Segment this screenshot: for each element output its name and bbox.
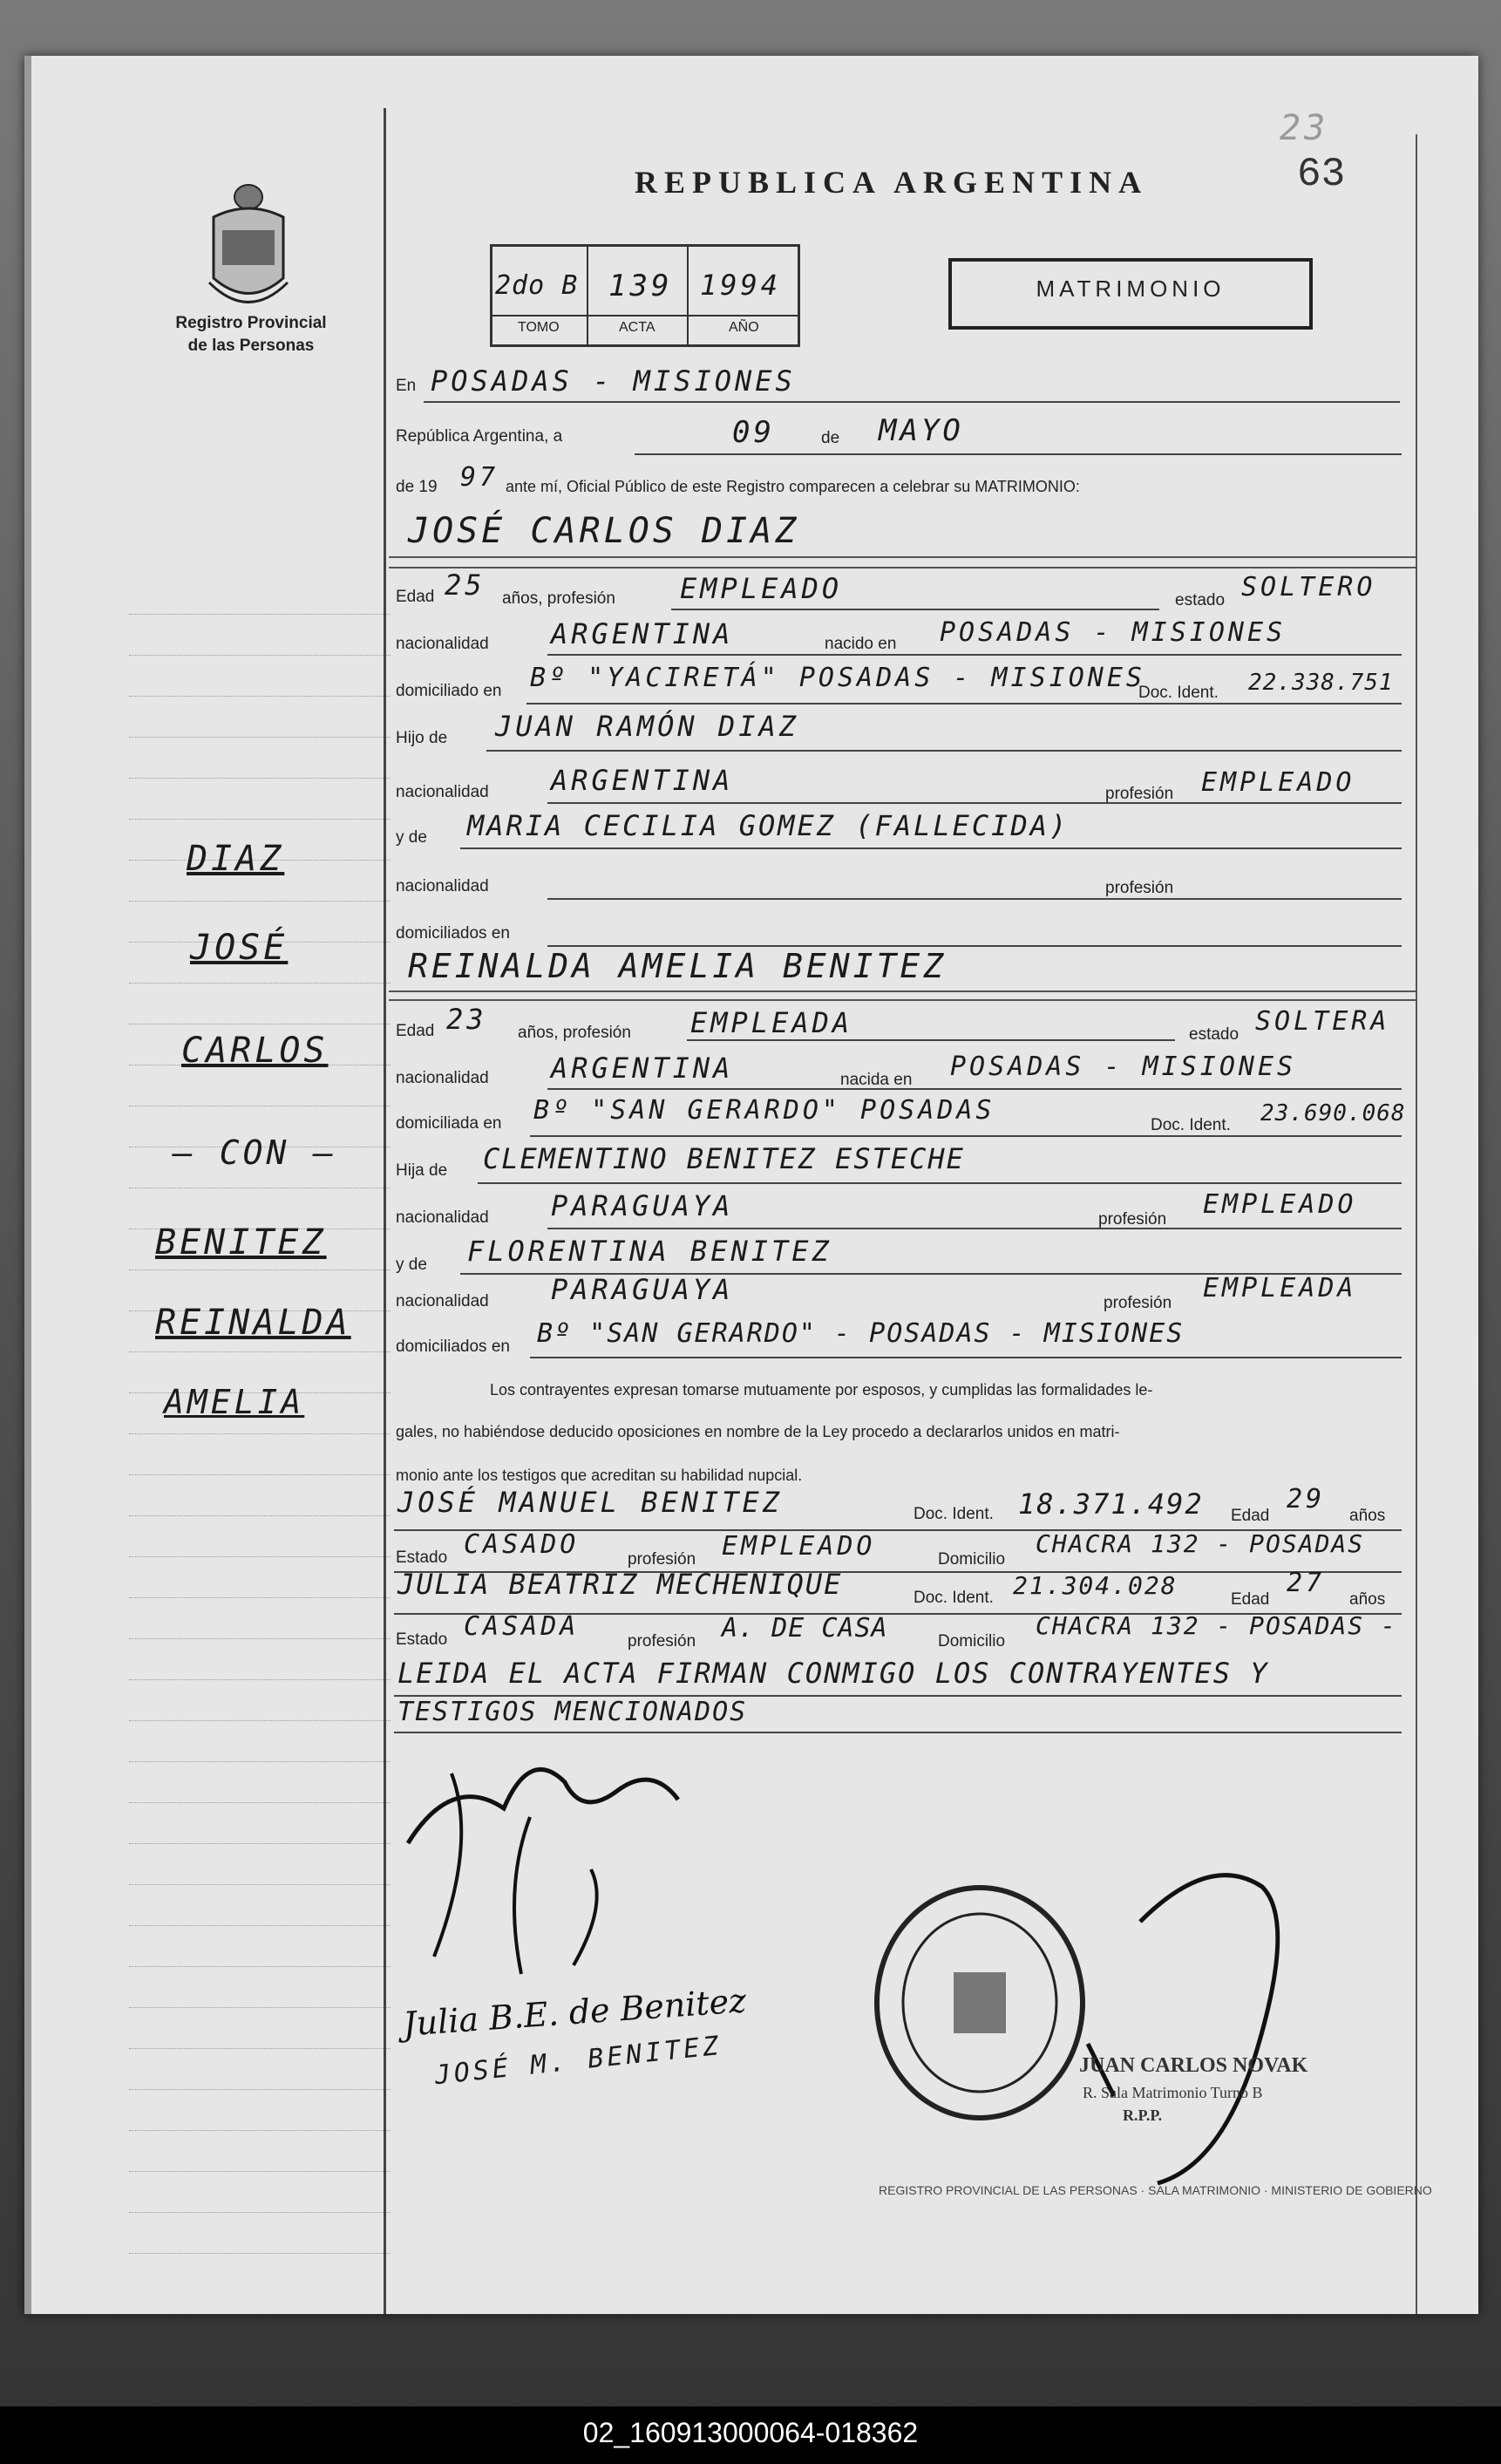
year-suffix: 97	[460, 462, 499, 493]
witness2-anos-label: años	[1349, 1590, 1386, 1609]
tomo-label-row-line	[490, 315, 798, 317]
bride-address-underline	[530, 1135, 1402, 1137]
anio-value: 1994	[700, 269, 782, 302]
witness1-domicilio-label: Domicilio	[938, 1550, 1006, 1569]
margin-ruled-line	[129, 1802, 391, 1803]
official-name: JUAN CARLOS NOVAK	[1079, 2054, 1308, 2077]
margin-ruled-line	[129, 1925, 391, 1926]
legal-text-line-1: Los contrayentes expresan tomarse mutuamente por esposos, y cumplidas las formalidades le-	[490, 1381, 1153, 1399]
margin-ruled-line	[129, 1761, 391, 1762]
groom-father-underline	[486, 750, 1402, 752]
en-label: En	[396, 377, 417, 395]
margin-ruled-line	[129, 819, 391, 820]
bride-estado-label: estado	[1189, 1025, 1240, 1044]
registry-line-1: Registro Provincial	[175, 314, 327, 332]
bride-mother-prof-label: profesión	[1104, 1294, 1172, 1312]
groom-father-profession: EMPLEADO	[1201, 767, 1355, 798]
bride-anos-profesion-label: años, profesión	[518, 1024, 631, 1042]
groom-edad-label: Edad	[396, 588, 435, 606]
witness1-prof-label: profesión	[628, 1550, 696, 1569]
bride-birth-label: nacida en	[840, 1071, 913, 1089]
margin-ruled-line	[129, 901, 391, 902]
bride-edad-label: Edad	[396, 1022, 435, 1040]
groom-father-nationality: ARGENTINA	[551, 764, 734, 797]
bride-domiciliados-underline	[530, 1357, 1402, 1358]
margin-ruled-line	[129, 1638, 391, 1639]
margin-ruled-line	[129, 2048, 391, 2049]
de-label: de	[821, 429, 840, 447]
margin-name-4: BENITEZ	[155, 1222, 327, 1263]
margin-ruled-line	[129, 1474, 391, 1475]
register-page	[24, 56, 1478, 2314]
republica-label: República Argentina, a	[396, 427, 563, 446]
bride-mother-nat-label: nacionalidad	[396, 1292, 489, 1310]
witness1-doc-label: Doc. Ident.	[914, 1505, 994, 1523]
place-value: POSADAS - MISIONES	[431, 364, 796, 398]
footer-id: 02_160913000064-018362	[582, 2417, 919, 2448]
witness2-edad-label: Edad	[1231, 1590, 1270, 1609]
bride-name: REINALDA AMELIA BENITEZ	[408, 947, 947, 985]
witness1-status: CASADO	[464, 1529, 580, 1560]
groom-birth-label: nacido en	[825, 635, 897, 653]
tomo-divider-2	[687, 244, 689, 344]
groom-mother-nat-label: nacionalidad	[396, 877, 489, 895]
groom-doc-label: Doc. Ident.	[1138, 684, 1219, 702]
margin-ruled-line	[129, 1966, 391, 1967]
margin-ruled-line	[129, 1597, 391, 1598]
date-underline	[635, 453, 1402, 455]
margin-ruled-line	[129, 655, 391, 656]
margin-ruled-line	[129, 614, 391, 615]
margin-ruled-line	[129, 2253, 391, 2254]
bride-mother-nationality: PARAGUAYA	[551, 1273, 734, 1306]
bride-name-rule	[389, 990, 1417, 992]
margin-name-1: JOSÉ	[190, 928, 289, 968]
margin-ruled-line	[129, 1843, 391, 1844]
page-number-old: 23	[1280, 108, 1329, 148]
margin-ruled-line	[129, 2089, 391, 2090]
official-title: R. Sala Matrimonio Turno B	[1083, 2084, 1263, 2101]
bride-parents-address: Bº "SAN GERARDO" - POSADAS - MISIONES	[537, 1318, 1185, 1349]
groom-profession: EMPLEADO	[680, 572, 843, 605]
witness2-estado-label: Estado	[396, 1630, 448, 1649]
bride-father-nationality: PARAGUAYA	[551, 1189, 734, 1222]
legal-text-line-2: gales, no habiéndose deducido oposiciones en nombre de la Ley procedo a declararlos unidos en matri-	[396, 1423, 1120, 1440]
bride-section-top-rule	[389, 999, 1417, 1001]
witness1-doc: 18.371.492	[1018, 1487, 1204, 1521]
day-value: 09	[732, 415, 775, 450]
witness-signature-1: Julia B.E. de Benitez	[401, 1981, 748, 2044]
page-number: 63	[1297, 152, 1346, 197]
bride-domiciliados-label: domiciliados en	[396, 1338, 510, 1356]
groom-birth-underline	[547, 654, 1402, 656]
margin-ruled-line	[129, 778, 391, 779]
bride-doc: 23.690.068	[1260, 1100, 1406, 1126]
registry-line-2: de las Personas	[187, 337, 315, 355]
month-value: MAYO	[879, 413, 964, 448]
groom-address-underline	[526, 703, 1402, 704]
groom-mother-underline	[460, 847, 1402, 849]
place-underline	[424, 401, 1400, 403]
groom-name: JOSÉ CARLOS DIAZ	[408, 511, 800, 551]
witness2-address: CHACRA 132 - POSADAS -	[1036, 1611, 1397, 1640]
margin-ruled-line	[129, 1269, 391, 1270]
bride-status: SOLTERA	[1255, 1006, 1390, 1037]
margin-name-6: AMELIA	[164, 1383, 305, 1421]
bride-age: 23	[446, 1003, 487, 1036]
bride-nationality-label: nacionalidad	[396, 1069, 489, 1087]
margin-ruled-line	[129, 2212, 391, 2213]
bride-birth-underline	[547, 1088, 1402, 1090]
page-left-edge	[24, 56, 31, 2314]
margin-ruled-line	[129, 737, 391, 738]
official-org: R.P.P.	[1123, 2107, 1163, 2124]
margin-ruled-line	[129, 1515, 391, 1516]
witness1-age: 29	[1287, 1484, 1326, 1514]
groom-estado-label: estado	[1175, 591, 1226, 609]
closing-line-1: LEIDA EL ACTA FIRMAN CONMIGO LOS CONTRAYENTES Y	[397, 1657, 1269, 1690]
acta-value: 139	[608, 269, 673, 303]
witness1-estado-label: Estado	[396, 1549, 448, 1567]
bride-doc-label: Doc. Ident.	[1151, 1116, 1231, 1134]
groom-profession-underline	[671, 609, 1159, 610]
margin-ruled-line	[129, 1679, 391, 1680]
groom-father-nat-underline	[547, 802, 1402, 804]
acta-label: ACTA	[619, 320, 655, 335]
closing-line-2: TESTIGOS MENCIONADOS	[397, 1697, 748, 1727]
groom-age: 25	[445, 568, 486, 602]
groom-yde-label: y de	[396, 828, 427, 847]
witness2-domicilio-label: Domicilio	[938, 1632, 1006, 1651]
bride-father-nat-underline	[547, 1228, 1402, 1229]
bride-mother: FLORENTINA BENITEZ	[467, 1235, 832, 1268]
groom-mother-prof-label: profesión	[1105, 879, 1174, 897]
groom-hijo-label: Hijo de	[396, 729, 448, 747]
groom-nationality-label: nacionalidad	[396, 635, 489, 653]
legal-text-line-3: monio ante los testigos que acreditan su habilidad nupcial.	[396, 1467, 803, 1484]
bride-birthplace: POSADAS - MISIONES	[950, 1052, 1297, 1082]
official-signature	[1036, 1834, 1349, 2201]
doc-type-label: MATRIMONIO	[1036, 276, 1226, 302]
right-frame-line	[1416, 134, 1417, 2314]
groom-mother: MARIA CECILIA GOMEZ (FALLECIDA)	[467, 809, 1070, 842]
witness2-doc: 21.304.028	[1013, 1571, 1178, 1600]
groom-nationality: ARGENTINA	[551, 617, 734, 650]
bride-hija-label: Hija de	[396, 1161, 448, 1180]
witness1-name: JOSÉ MANUEL BENITEZ	[397, 1486, 784, 1519]
margin-ruled-line	[129, 983, 391, 984]
margin-ruled-line	[129, 2171, 391, 2172]
groom-status: SOLTERO	[1241, 572, 1376, 602]
witness1-address: CHACRA 132 - POSADAS	[1036, 1529, 1365, 1558]
bride-yde-label: y de	[396, 1256, 427, 1274]
signature-groom	[399, 1712, 713, 2000]
margin-ruled-line	[129, 1884, 391, 1885]
margin-name-5: REINALDA	[155, 1303, 351, 1343]
groom-mother-nat-underline	[547, 898, 1402, 900]
bride-father-underline	[478, 1182, 1402, 1184]
tomo-label: TOMO	[518, 320, 560, 335]
registry-label	[164, 312, 338, 357]
witness1-anos-label: años	[1349, 1507, 1386, 1525]
groom-anos-profesion-label: años, profesión	[502, 589, 615, 608]
witness2-status: CASADA	[464, 1611, 580, 1642]
seal-text: REGISTRO PROVINCIAL DE LAS PERSONAS · SALA MATRIMONIO · MINISTERIO DE GOBIERNO	[879, 2183, 1432, 2197]
bride-mother-profession: EMPLEADA	[1203, 1273, 1357, 1303]
groom-name-rule	[389, 556, 1417, 558]
bride-father: CLEMENTINO BENITEZ ESTECHE	[483, 1142, 965, 1175]
margin-name-2: CARLOS	[181, 1031, 329, 1071]
bride-father-profession: EMPLEADO	[1203, 1189, 1357, 1220]
bride-father-nat-label: nacionalidad	[396, 1208, 489, 1227]
witness2-name: JULIA BEATRIZ MECHENIQUE	[397, 1568, 843, 1601]
witness2-doc-label: Doc. Ident.	[914, 1589, 994, 1607]
bride-nationality: ARGENTINA	[551, 1052, 734, 1085]
tomo-divider-1	[587, 244, 588, 344]
margin-name-0: DIAZ	[187, 839, 285, 879]
witness2-profession: A. DE CASA	[722, 1613, 888, 1644]
groom-father-nat-label: nacionalidad	[396, 783, 489, 801]
margin-ruled-line	[129, 2007, 391, 2008]
bride-address-label: domiciliada en	[396, 1114, 502, 1133]
anio-label: AÑO	[729, 320, 759, 335]
groom-domiciliados-label: domiciliados en	[396, 924, 510, 943]
tomo-value: 2do B	[495, 270, 579, 301]
country-title: REPUBLICA ARGENTINA	[635, 165, 1149, 200]
witness2-prof-label: profesión	[628, 1632, 696, 1651]
margin-ruled-line	[129, 1351, 391, 1352]
groom-address-label: domiciliado en	[396, 682, 502, 700]
bride-father-prof-label: profesión	[1098, 1210, 1167, 1229]
bride-profession-underline	[687, 1039, 1175, 1041]
margin-ruled-line	[129, 696, 391, 697]
groom-birthplace: POSADAS - MISIONES	[940, 617, 1287, 648]
year-prefix: de 19	[396, 478, 438, 496]
margin-ruled-line	[129, 1720, 391, 1721]
witness1-profession: EMPLEADO	[722, 1531, 876, 1562]
groom-father: JUAN RAMÓN DIAZ	[495, 710, 799, 743]
witness2-age: 27	[1287, 1568, 1326, 1598]
bride-address: Bº "SAN GERARDO" POSADAS	[533, 1095, 995, 1126]
witness1-edad-label: Edad	[1231, 1507, 1270, 1525]
bride-profession: EMPLEADA	[690, 1006, 853, 1039]
left-margin-divider	[384, 108, 386, 2314]
margin-ruled-line	[129, 2130, 391, 2131]
groom-address: Bº "YACIRETÁ" POSADAS - MISIONES	[530, 663, 1145, 693]
margin-name-3: — CON —	[173, 1133, 337, 1172]
groom-father-prof-label: profesión	[1105, 785, 1174, 803]
witness-signature-2: JOSÉ M. BENITEZ	[433, 2030, 723, 2092]
groom-section-top-rule	[389, 567, 1417, 568]
margin-ruled-line	[129, 1556, 391, 1557]
statement: ante mí, Oficial Público de este Registro comparecen a celebrar su MATRIMONIO:	[506, 478, 1080, 495]
groom-doc: 22.338.751	[1248, 670, 1394, 696]
margin-ruled-line	[129, 1433, 391, 1434]
